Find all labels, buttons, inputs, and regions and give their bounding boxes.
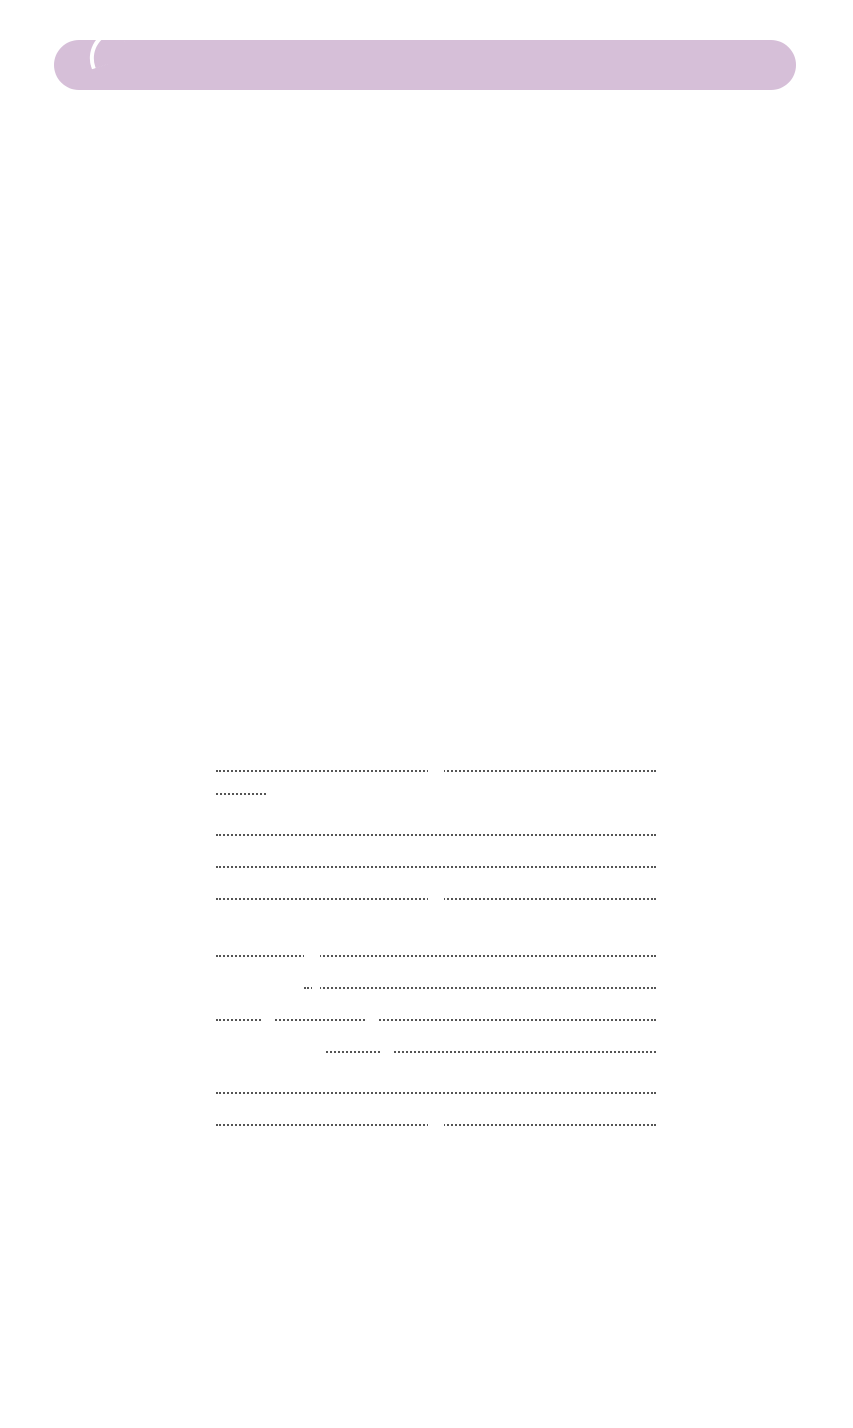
- service-1: [208, 100, 378, 105]
- order-item: [312, 978, 320, 1002]
- order-row-anthem-2: [64, 978, 786, 1009]
- sermon-title: [382, 1042, 394, 1066]
- sermon-part: [262, 1011, 274, 1032]
- order-row-prayer: [64, 784, 786, 815]
- order-item: [304, 946, 320, 970]
- order-row-sermon-2: [64, 1042, 786, 1073]
- order-row-hymn: [64, 752, 786, 783]
- order-row-scripture: [64, 880, 786, 911]
- worship-logo: [80, 32, 240, 96]
- order-row-offering: [64, 1106, 786, 1137]
- order-item: [428, 752, 444, 776]
- order-row-news: [64, 848, 786, 879]
- service-2: [405, 100, 575, 105]
- order-row-anthem: [64, 946, 786, 977]
- order-row-prayer-2: [64, 1074, 786, 1105]
- order-item: [428, 880, 444, 904]
- sermon-part: [276, 1043, 288, 1064]
- swirl-icon: [82, 27, 130, 70]
- order-row-sermon: [64, 1010, 786, 1041]
- order-item: [428, 1106, 444, 1130]
- service-3: [600, 100, 770, 105]
- sermon-title: [366, 1010, 378, 1034]
- order-row-praise: [64, 816, 786, 847]
